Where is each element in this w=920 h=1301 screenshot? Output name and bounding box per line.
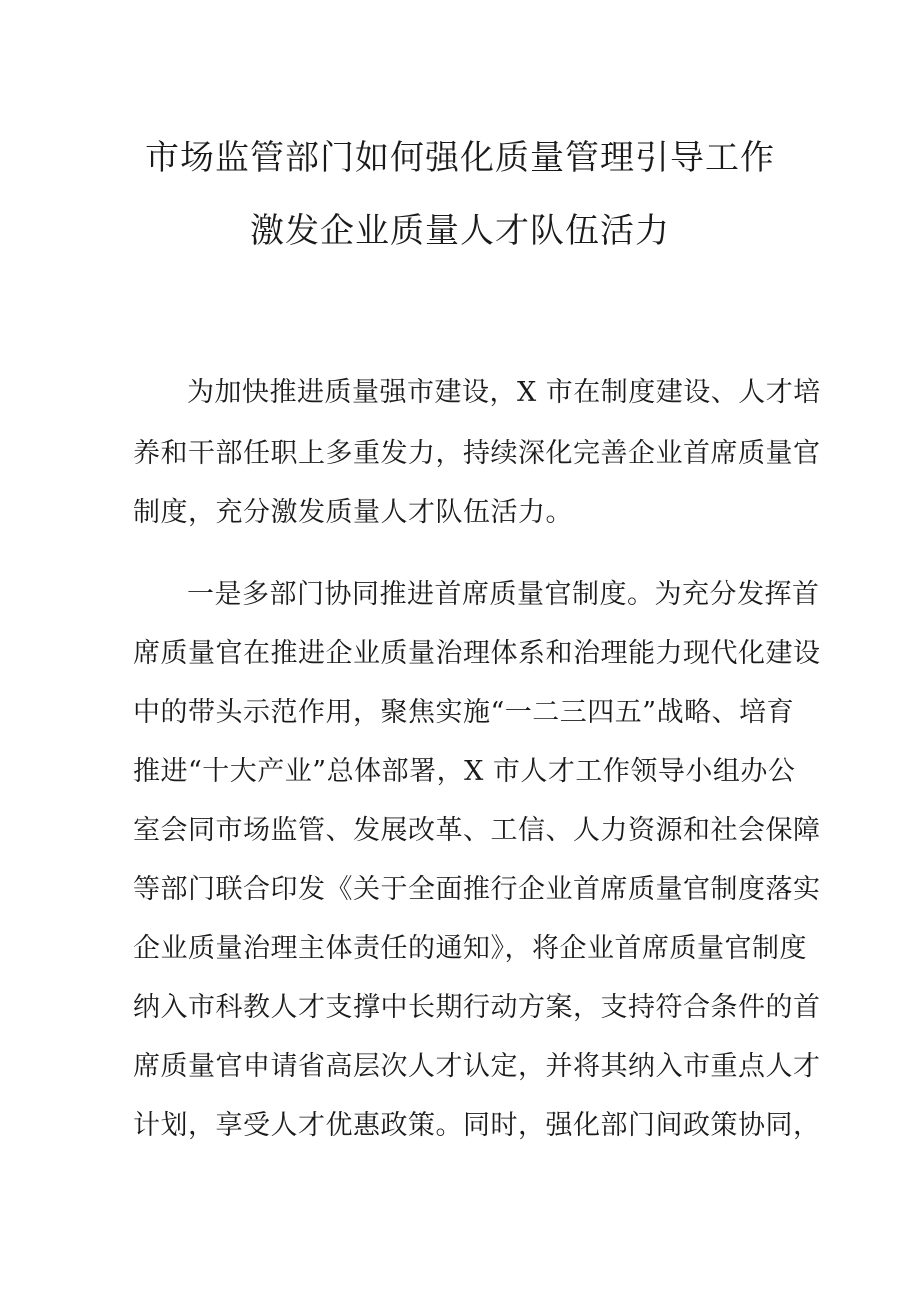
- paragraph-line: 一是多部门协同推进首席质量官制度。为充分发挥首: [187, 579, 820, 610]
- paragraph-line: 室会同市场监管、发展改革、工信、人力资源和社会保障: [133, 815, 821, 846]
- paragraph-line: 中的带头示范作用，聚焦实施“一二三四五”战略、培育: [133, 697, 795, 728]
- paragraph-line: 制度，充分激发质量人才队伍活力。: [133, 497, 573, 528]
- paragraph-line: 席质量官申请省高层次人才认定，并将其纳入市重点人才: [133, 1051, 821, 1082]
- paragraph-line: 推进“十大产业”总体部署，X 市人才工作领导小组办公: [133, 756, 796, 787]
- paragraph-line: 纳入市科教人才支撑中长期行动方案，支持符合条件的首: [133, 992, 821, 1023]
- paragraph-line: 计划，享受人才优惠政策。同时，强化部门间政策协同，: [133, 1110, 821, 1141]
- paragraph-line: 企业质量治理主体责任的通知》，将企业首席质量官制度: [133, 933, 807, 964]
- paragraph-line: 等部门联合印发《关于全面推行企业首席质量官制度落实: [133, 874, 821, 905]
- paragraph-line: 为加快推进质量强市建设，X 市在制度建设、人才培: [187, 377, 821, 408]
- document-title-line-1: 市场监管部门如何强化质量管理引导工作: [145, 138, 775, 178]
- document-title-line-2: 激发企业质量人才队伍活力: [250, 211, 670, 251]
- paragraph-line: 养和干部任职上多重发力，持续深化完善企业首席质量官: [133, 438, 821, 469]
- paragraph-line: 席质量官在推进企业质量治理体系和治理能力现代化建设: [133, 638, 821, 669]
